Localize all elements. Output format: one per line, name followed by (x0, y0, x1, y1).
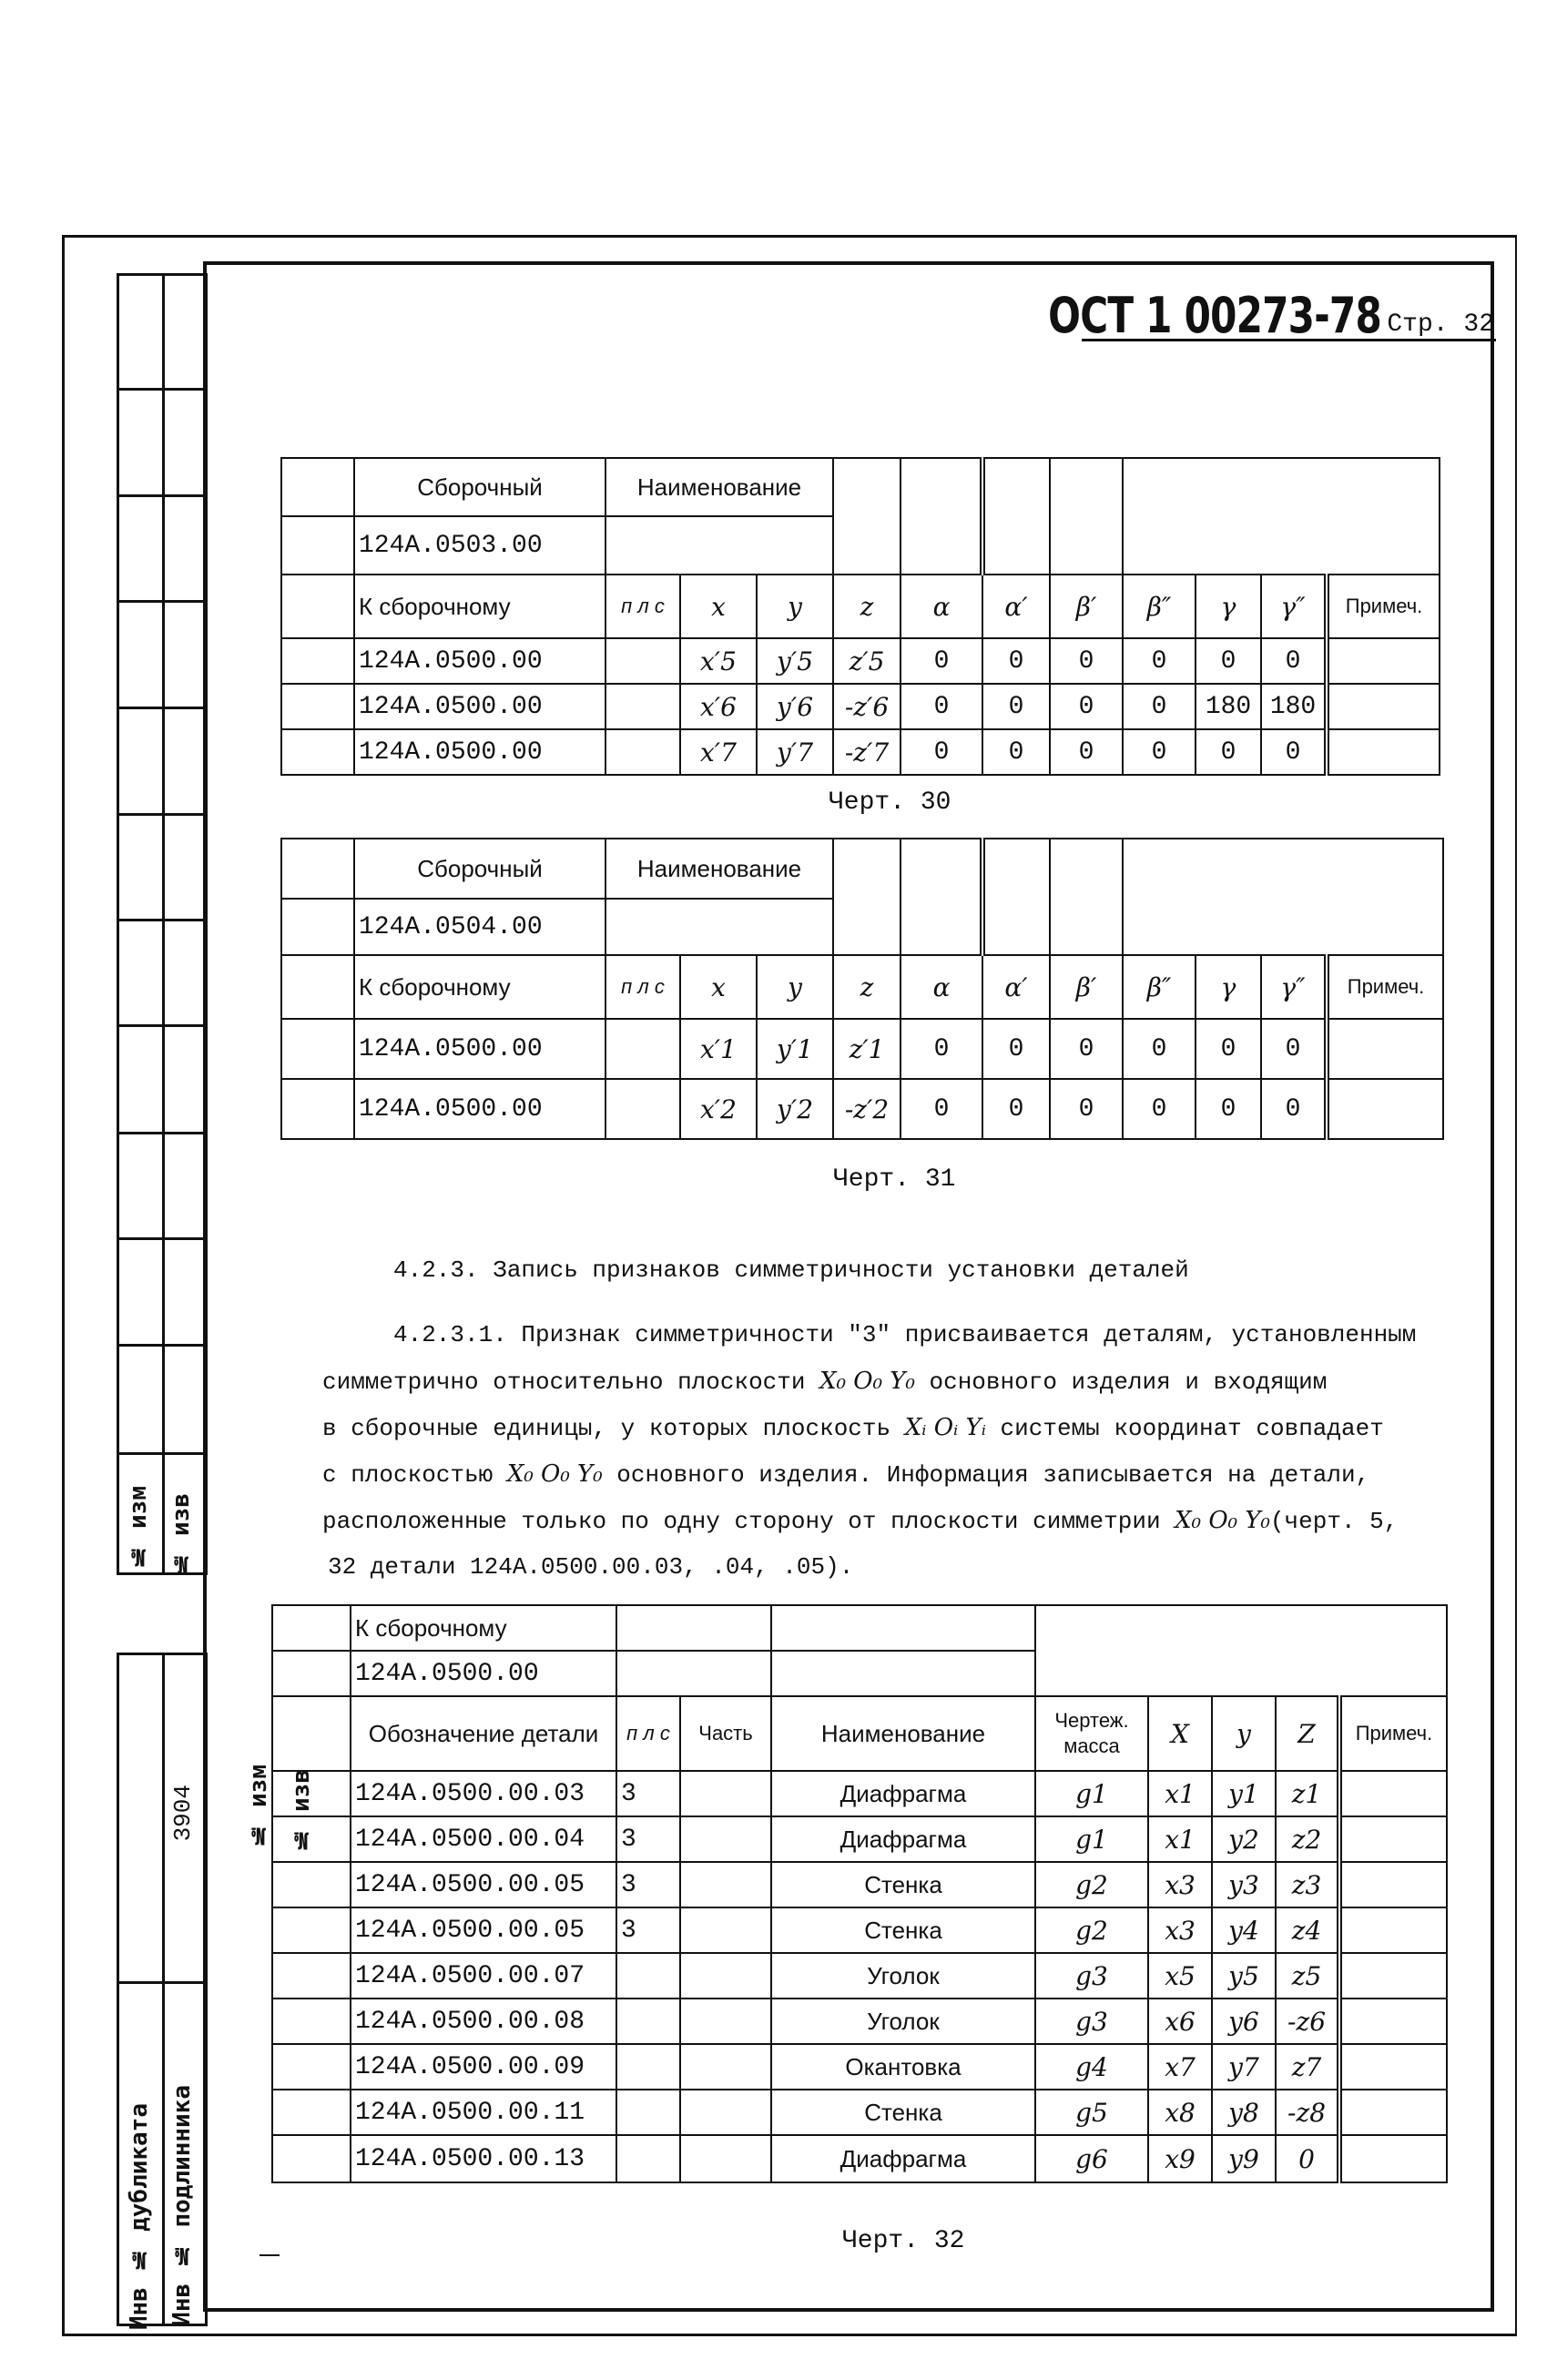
note-label: Примеч. (1327, 575, 1440, 638)
blank-cell (1123, 458, 1440, 575)
table-row (281, 638, 1440, 684)
row-value: 180 (1196, 684, 1261, 729)
row-z: z7 (1276, 2044, 1339, 2090)
row-code: 124А.0500.00.04 (351, 1816, 616, 1862)
blank-cell (901, 839, 982, 955)
row-value: 0 (1050, 1079, 1123, 1139)
paragraph-line-1: 4.2.3.1. Признак симметричности "3" присваивается деталям, установленным (393, 1321, 1417, 1348)
row-value: 0 (1050, 684, 1123, 729)
row-value: 0 (1050, 729, 1123, 775)
row-x: x′6 (680, 684, 757, 729)
caption-drawing-31: Черт. 31 (833, 1165, 956, 1194)
row-value: 0 (901, 1079, 982, 1139)
row-y: y2 (1212, 1816, 1276, 1862)
row-name: Уголок (771, 1999, 1035, 2044)
row-pls: 3 (616, 1771, 680, 1816)
row-name: Диафрагма (771, 1771, 1035, 1816)
row-code: 124А.0500.00.09 (351, 2044, 616, 2090)
corner-cell (281, 899, 354, 955)
row-y: y′6 (757, 684, 833, 729)
table-row (272, 2135, 1447, 2182)
paragraph-line-2: симметрично относительно плоскости X₀ O₀ Y₀ основного изделия и входящим (322, 1368, 1328, 1396)
row-mass: g3 (1035, 1999, 1148, 2044)
row-y: y′5 (757, 638, 833, 684)
row-name: Диафрагма (771, 2135, 1035, 2182)
table-row (281, 684, 1440, 729)
table-row (281, 1019, 1443, 1079)
row-x: x8 (1148, 2090, 1212, 2135)
row-mass: g2 (1035, 1907, 1148, 1953)
row-value: 0 (1050, 1019, 1123, 1079)
row-y: y′1 (757, 1019, 833, 1079)
mass-label: Чертеж. масса (1035, 1696, 1148, 1771)
row-y: y6 (1212, 1999, 1276, 2044)
row-code: 124А.0500.00.13 (351, 2135, 616, 2182)
row-value: 0 (1123, 1019, 1196, 1079)
row-mass: g5 (1035, 2090, 1148, 2135)
blank-cell (833, 839, 901, 955)
row-x: x′5 (680, 638, 757, 684)
corner-cell (281, 575, 354, 638)
plane-symbol: X₀ O₀ Y₀ (1175, 1507, 1270, 1534)
corner-cell (281, 458, 354, 516)
beta2-label: β″ (1123, 575, 1196, 638)
blank-cell (833, 458, 901, 575)
blank-cell (616, 1651, 771, 1696)
corner-cell (281, 839, 354, 899)
to-assembly-label: К сборочному (351, 1605, 616, 1651)
row-mass: g1 (1035, 1816, 1148, 1862)
alpha1-label: α′ (982, 575, 1050, 638)
z-label: Z (1276, 1696, 1339, 1771)
plane-symbol: X₀ O₀ Y₀ (506, 1460, 603, 1488)
to-assembly-label: К сборочному (354, 575, 605, 638)
corner-cell (281, 516, 354, 575)
alpha-label: α (901, 955, 982, 1019)
row-x: x′1 (680, 1019, 757, 1079)
row-mass: g2 (1035, 1862, 1148, 1907)
blank-cell (1050, 458, 1123, 575)
assembly-code: 124А.0500.00 (351, 1651, 616, 1696)
row-z: -z8 (1276, 2090, 1339, 2135)
row-z: -z′6 (833, 684, 901, 729)
row-value: 0 (1196, 1019, 1261, 1079)
row-x: x1 (1148, 1816, 1212, 1862)
table-drawing-32 (271, 1604, 1448, 2183)
note-label: Примеч. (1327, 955, 1443, 1019)
alpha-label: α (901, 575, 982, 638)
dublikat-label: Инв № дубликата (126, 2103, 153, 2331)
z-label: z (833, 575, 901, 638)
row-value: 0 (982, 1079, 1050, 1139)
pls-label: п л с (605, 575, 680, 638)
podlinnik-label: Инв № подлинника (168, 2085, 196, 2326)
row-value: 0 (1196, 1079, 1261, 1139)
plane-symbol: X₀ O₀ Y₀ (819, 1368, 915, 1395)
inv-number: 3904 (169, 1785, 197, 1842)
row-value: 0 (901, 638, 982, 684)
paragraph-line-6: 32 детали 124А.0500.00.03, .04, .05). (328, 1553, 854, 1581)
table-row (272, 1999, 1447, 2044)
gamma2-label: γ″ (1261, 955, 1327, 1019)
table-row (272, 2090, 1447, 2135)
row-value: 0 (1050, 638, 1123, 684)
row-value: 0 (1123, 1079, 1196, 1139)
table-row (272, 1862, 1447, 1907)
to-assembly-label: К сборочному (354, 955, 605, 1019)
row-x: x3 (1148, 1907, 1212, 1953)
pls-label: п л с (605, 955, 680, 1019)
assembly-label: Сборочный (354, 458, 605, 516)
table-row (281, 1079, 1443, 1139)
blank-cell (1123, 839, 1443, 955)
row-y: y1 (1212, 1771, 1276, 1816)
row-code: 124А.0500.00 (354, 1019, 605, 1079)
row-y: y′2 (757, 1079, 833, 1139)
table-drawing-31 (280, 838, 1444, 1140)
beta2-label: β″ (1123, 955, 1196, 1019)
gamma2-label: γ″ (1261, 575, 1327, 638)
row-pls (616, 2135, 680, 2182)
row-value: 0 (1261, 1079, 1327, 1139)
blank-cell (605, 899, 833, 955)
row-name: Стенка (771, 2090, 1035, 2135)
row-name: Окантовка (771, 2044, 1035, 2090)
row-x: x3 (1148, 1862, 1212, 1907)
corner-cell (272, 1605, 351, 1651)
row-x: x9 (1148, 2135, 1212, 2182)
y-label: y (757, 575, 833, 638)
document-code: ОСТ 1 00273-78 (1048, 287, 1382, 344)
corner-cell (272, 1696, 351, 1771)
row-x: x7 (1148, 2044, 1212, 2090)
beta1-label: β′ (1050, 955, 1123, 1019)
name-label: Наименование (605, 458, 833, 516)
row-z: z5 (1276, 1953, 1339, 1999)
assembly-label: Сборочный (354, 839, 605, 899)
blank-cell (605, 516, 833, 575)
row-mass: g3 (1035, 1953, 1148, 1999)
table-row (272, 1816, 1447, 1862)
row-code: 124А.0500.00 (354, 638, 605, 684)
name-label: Наименование (605, 839, 833, 899)
row-z: z′1 (833, 1019, 901, 1079)
blank-cell (771, 1605, 1035, 1651)
row-value: 0 (982, 729, 1050, 775)
caption-drawing-32: Черт. 32 (842, 2227, 965, 2255)
table-row (272, 1953, 1447, 1999)
row-pls (616, 1953, 680, 1999)
blank-cell (982, 839, 1050, 955)
row-y: y9 (1212, 2135, 1276, 2182)
row-code: 124А.0500.00.07 (351, 1953, 616, 1999)
blank-cell (771, 1651, 1035, 1696)
dash-mark (259, 2254, 280, 2256)
row-y: y7 (1212, 2044, 1276, 2090)
row-z: z′5 (833, 638, 901, 684)
pls-label: п л с (616, 1696, 680, 1771)
alpha1-label: α′ (982, 955, 1050, 1019)
beta1-label: β′ (1050, 575, 1123, 638)
row-z: -z6 (1276, 1999, 1339, 2044)
row-value: 0 (982, 638, 1050, 684)
paragraph-line-5: расположенные только по одну сторону от плоскости симметрии X₀ O₀ Y₀(черт. 5, (322, 1507, 1399, 1535)
row-code: 124А.0500.00.05 (351, 1862, 616, 1907)
gamma1-label: γ (1196, 955, 1261, 1019)
table-row (272, 2044, 1447, 2090)
row-y: y8 (1212, 2090, 1276, 2135)
row-z: z4 (1276, 1907, 1339, 1953)
paragraph-line-4: с плоскостью X₀ O₀ Y₀ основного изделия. Информация записывается на детали, (322, 1460, 1370, 1489)
row-code: 124А.0500.00.11 (351, 2090, 616, 2135)
x-label: x (680, 575, 757, 638)
blank-cell (1050, 839, 1123, 955)
row-y: y′7 (757, 729, 833, 775)
table-drawing-30 (280, 457, 1440, 776)
row-y: y4 (1212, 1907, 1276, 1953)
row-x: x1 (1148, 1771, 1212, 1816)
row-value: 0 (1261, 638, 1327, 684)
row-value: 0 (901, 684, 982, 729)
section-heading: 4.2.3. Запись признаков симметричности установки деталей (393, 1256, 1189, 1284)
page-number: Стр. 32 (1387, 310, 1494, 339)
caption-drawing-30: Черт. 30 (829, 788, 951, 817)
row-value: 0 (1123, 729, 1196, 775)
row-code: 124А.0500.00 (354, 729, 605, 775)
row-code: 124А.0500.00.03 (351, 1771, 616, 1816)
plane-symbol: Xᵢ Oᵢ Yᵢ (904, 1414, 986, 1441)
z-label: z (833, 955, 901, 1019)
row-value: 0 (1196, 729, 1261, 775)
y-label: y (757, 955, 833, 1019)
row-value: 0 (1196, 638, 1261, 684)
row-name: Стенка (771, 1907, 1035, 1953)
row-x: x5 (1148, 1953, 1212, 1999)
row-value: 0 (1123, 638, 1196, 684)
row-code: 124А.0500.00.08 (351, 1999, 616, 2044)
row-pls: 3 (616, 1816, 680, 1862)
row-value: 0 (1123, 684, 1196, 729)
row-mass: g1 (1035, 1771, 1148, 1816)
corner-cell (281, 955, 354, 1019)
assembly-code: 124А.0503.00 (354, 516, 605, 575)
row-code: 124А.0500.00.05 (351, 1907, 616, 1953)
row-mass: g4 (1035, 2044, 1148, 2090)
document-header (954, 287, 1494, 344)
designation-label: Обозначение детали (351, 1696, 616, 1771)
row-value: 0 (982, 1019, 1050, 1079)
row-value: 0 (1261, 729, 1327, 775)
row-value: 0 (901, 1019, 982, 1079)
table-row (272, 1907, 1447, 1953)
row-z: -z′2 (833, 1079, 901, 1139)
row-y: y5 (1212, 1953, 1276, 1999)
x-label: X (1148, 1696, 1212, 1771)
row-z: 0 (1276, 2135, 1339, 2182)
blank-cell (616, 1605, 771, 1651)
blank-cell (901, 458, 982, 575)
izv-label: № изв (288, 1769, 315, 1854)
assembly-code: 124А.0504.00 (354, 899, 605, 955)
row-pls (616, 2090, 680, 2135)
row-value: 0 (1261, 1019, 1327, 1079)
row-z: z3 (1276, 1862, 1339, 1907)
row-name: Диафрагма (771, 1816, 1035, 1862)
part-label: Часть (680, 1696, 771, 1771)
izm-label: № изм (245, 1765, 272, 1849)
row-pls: 3 (616, 1862, 680, 1907)
row-pls (616, 1999, 680, 2044)
corner-cell (272, 1651, 351, 1696)
row-code: 124А.0500.00 (354, 1079, 605, 1139)
paragraph-line-3: в сборочные единицы, у которых плоскость Xᵢ Oᵢ Yᵢ системы координат совпадает (322, 1414, 1384, 1442)
row-z: -z′7 (833, 729, 901, 775)
row-name: Стенка (771, 1862, 1035, 1907)
blank-cell (1035, 1605, 1447, 1696)
row-value: 0 (901, 729, 982, 775)
row-pls (616, 2044, 680, 2090)
izv-label-text: № изв (168, 1493, 195, 1578)
row-pls: 3 (616, 1907, 680, 1953)
row-z: z2 (1276, 1816, 1339, 1862)
name-label: Наименование (771, 1696, 1035, 1771)
blank-cell (982, 458, 1050, 575)
row-mass: g6 (1035, 2135, 1148, 2182)
row-x: x′2 (680, 1079, 757, 1139)
y-label: y (1212, 1696, 1276, 1771)
row-z: z1 (1276, 1771, 1339, 1816)
row-value: 180 (1261, 684, 1327, 729)
note-label: Примеч. (1339, 1696, 1447, 1771)
row-y: y3 (1212, 1862, 1276, 1907)
row-value: 0 (982, 684, 1050, 729)
row-x: x′7 (680, 729, 757, 775)
gamma1-label: γ (1196, 575, 1261, 638)
table-row (281, 729, 1440, 775)
table-row (272, 1771, 1447, 1816)
izm-label-text: № изм (125, 1486, 152, 1571)
row-code: 124А.0500.00 (354, 684, 605, 729)
x-label: x (680, 955, 757, 1019)
row-name: Уголок (771, 1953, 1035, 1999)
header-rule (1082, 339, 1496, 341)
row-x: x6 (1148, 1999, 1212, 2044)
